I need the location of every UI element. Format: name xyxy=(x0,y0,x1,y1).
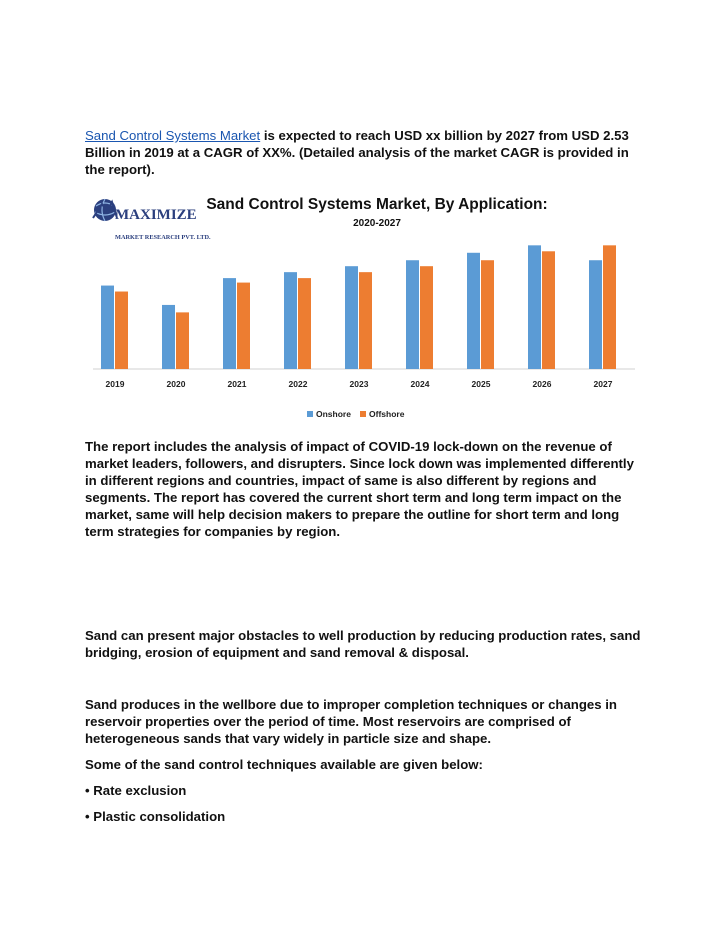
x-tick-label: 2020 xyxy=(166,379,186,389)
bar-offshore-2024 xyxy=(420,266,433,369)
bar-onshore-2024 xyxy=(406,260,419,369)
bar-offshore-2025 xyxy=(481,260,494,369)
wellbore-paragraph: Sand produces in the wellbore due to improper completion techniques or changes in reservoir properties over the period of time. Most reservoirs are comprised of heterogeneous sands that vary widely in particle size and shape. xyxy=(85,697,617,746)
bar-onshore-2021 xyxy=(223,278,236,369)
technique-item-plastic-consolidation: • Plastic consolidation xyxy=(85,809,226,824)
bar-offshore-2019 xyxy=(115,292,128,369)
bar-offshore-2023 xyxy=(359,272,372,369)
maximize-logo xyxy=(93,199,211,241)
legend-swatch-onshore xyxy=(307,411,313,417)
bar-onshore-2020 xyxy=(162,305,175,369)
bar-offshore-2020 xyxy=(176,312,189,369)
bar-onshore-2019 xyxy=(101,286,114,369)
covid-paragraph: The report includes the analysis of impact of COVID-19 lock-down on the revenue of market leaders, followers, and disrupters. Since lock down was implemented differently in different regions and countries, impact of same is also different by regions and segments. The report has covered the current short term and long term impact on the market, same will help decision makers to prepare the outline for short term and long term strategies for companies by region. xyxy=(85,439,634,539)
x-tick-label: 2023 xyxy=(349,379,369,389)
bar-onshore-2025 xyxy=(467,253,480,369)
x-tick-label: 2022 xyxy=(288,379,308,389)
intro-text: is expected to reach USD xx billion by 2027 from USD 2.53 Billion in 2019 at a CAGR of XX%. (Detailed analysis of the market CAGR is provided in the report). xyxy=(85,128,629,177)
chart-legend xyxy=(307,409,405,419)
legend-label-onshore: Onshore xyxy=(316,409,351,419)
x-tick-label: 2019 xyxy=(105,379,125,389)
chart-bars xyxy=(101,245,616,369)
bar-offshore-2022 xyxy=(298,278,311,369)
techniques-intro: Some of the sand control techniques available are given below: xyxy=(85,757,483,772)
bar-chart xyxy=(85,190,645,430)
x-tick-label: 2026 xyxy=(532,379,552,389)
chart-subtitle: 2020-2027 xyxy=(353,218,401,229)
obstacles-paragraph: Sand can present major obstacles to well production by reducing production rates, sand bridging, erosion of equipment and sand removal & disposal. xyxy=(85,628,641,660)
market-link[interactable]: Sand Control Systems Market xyxy=(85,128,261,143)
legend-label-offshore: Offshore xyxy=(369,409,405,419)
chart-title: Sand Control Systems Market, By Application: xyxy=(206,196,548,213)
bar-onshore-2027 xyxy=(589,260,602,369)
x-tick-labels xyxy=(106,379,613,389)
bar-onshore-2022 xyxy=(284,272,297,369)
x-tick-label: 2027 xyxy=(593,379,613,389)
legend-swatch-offshore xyxy=(360,411,366,417)
logo-name: MAXIMIZE xyxy=(115,207,197,223)
technique-item-rate-exclusion: • Rate exclusion xyxy=(85,783,187,798)
bar-offshore-2021 xyxy=(237,283,250,369)
bar-offshore-2027 xyxy=(603,245,616,369)
chart-figure xyxy=(85,190,645,430)
globe-icon xyxy=(93,199,117,221)
x-tick-label: 2024 xyxy=(410,379,430,389)
bar-onshore-2026 xyxy=(528,245,541,369)
logo-subtitle: MARKET RESEARCH PVT. LTD. xyxy=(115,234,211,241)
bar-onshore-2023 xyxy=(345,266,358,369)
x-tick-label: 2025 xyxy=(471,379,491,389)
bar-offshore-2026 xyxy=(542,251,555,369)
intro-paragraph xyxy=(85,127,645,178)
x-tick-label: 2021 xyxy=(227,379,247,389)
